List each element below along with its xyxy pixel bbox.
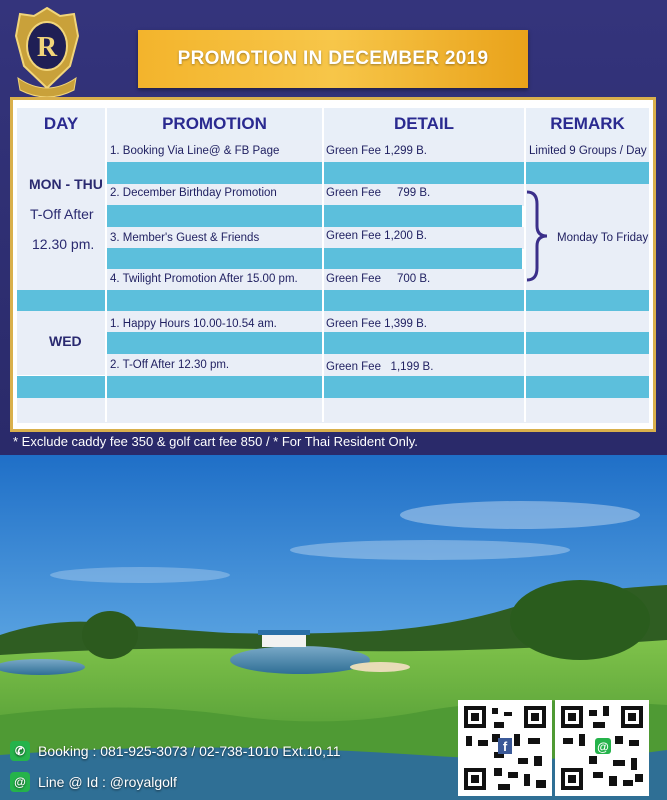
table-row xyxy=(107,332,649,354)
footnote: * Exclude caddy fee 350 & golf cart fee 850 / * For Thai Resident Only. xyxy=(13,434,418,449)
at-icon: @ xyxy=(10,772,30,792)
column-divider xyxy=(105,104,107,422)
column-header-remark: REMARK xyxy=(526,108,649,140)
table-row xyxy=(17,398,649,423)
promotion-detail: Green Fee 799 B. xyxy=(326,187,431,199)
table-row xyxy=(107,162,649,184)
promotion-remark: Limited 9 Groups / Day xyxy=(529,145,647,157)
page-title: PROMOTION IN DECEMBER 2019 xyxy=(177,48,489,69)
brace-icon xyxy=(523,190,553,282)
promotion-table-frame xyxy=(10,97,656,432)
day-label-wednesday: WED xyxy=(49,333,82,349)
column-divider xyxy=(322,104,324,422)
booking-phone: Booking : 081-925-3073 / 02-738-1010 Ext.10,11 xyxy=(38,743,341,759)
promotion-name: 4. Twilight Promotion After 15.00 pm. xyxy=(110,273,298,285)
promotion-title-banner xyxy=(138,30,528,88)
day-tee-time-value: 12.30 pm. xyxy=(32,236,95,252)
table-row xyxy=(17,376,649,398)
column-header-promotion: PROMOTION xyxy=(107,108,322,140)
phone-icon: ✆ xyxy=(10,741,30,761)
promotion-name: 2. December Birthday Promotion xyxy=(110,187,277,199)
line-qr-code xyxy=(555,700,649,796)
promotion-detail: Green Fee 1,299 B. xyxy=(326,145,428,157)
line-contact xyxy=(10,772,177,792)
promotion-detail: Green Fee 1,200 B. xyxy=(326,230,428,242)
day-tee-time: T-Off After xyxy=(30,206,94,222)
promotion-name: 1. Booking Via Line@ & FB Page xyxy=(110,145,280,157)
svg-text:R: R xyxy=(36,32,58,63)
promotion-name: 2. T-Off After 12.30 pm. xyxy=(110,359,230,371)
facebook-qr-code xyxy=(458,700,552,796)
svg-text:@: @ xyxy=(597,740,609,754)
column-header-day: DAY xyxy=(17,108,105,140)
promotion-detail: Green Fee 1,399 B. xyxy=(326,318,428,330)
column-header-detail: DETAIL xyxy=(324,108,524,140)
club-logo xyxy=(12,6,82,98)
group-remark: Monday To Friday xyxy=(557,232,649,244)
table-row xyxy=(107,248,522,270)
table-row xyxy=(107,205,522,227)
booking-contact xyxy=(10,741,341,761)
promotion-detail: Green Fee 1,199 B. xyxy=(326,361,434,373)
line-id: Line @ Id : @royalgolf xyxy=(38,774,177,790)
promotion-detail: Green Fee 700 B. xyxy=(326,273,431,285)
promotion-name: 3. Member's Guest & Friends xyxy=(110,232,260,244)
day-label-weekday: MON - THU xyxy=(29,176,103,192)
promotion-name: 1. Happy Hours 10.00-10.54 am. xyxy=(110,318,277,330)
svg-text:f: f xyxy=(502,739,508,754)
table-row xyxy=(17,290,649,312)
